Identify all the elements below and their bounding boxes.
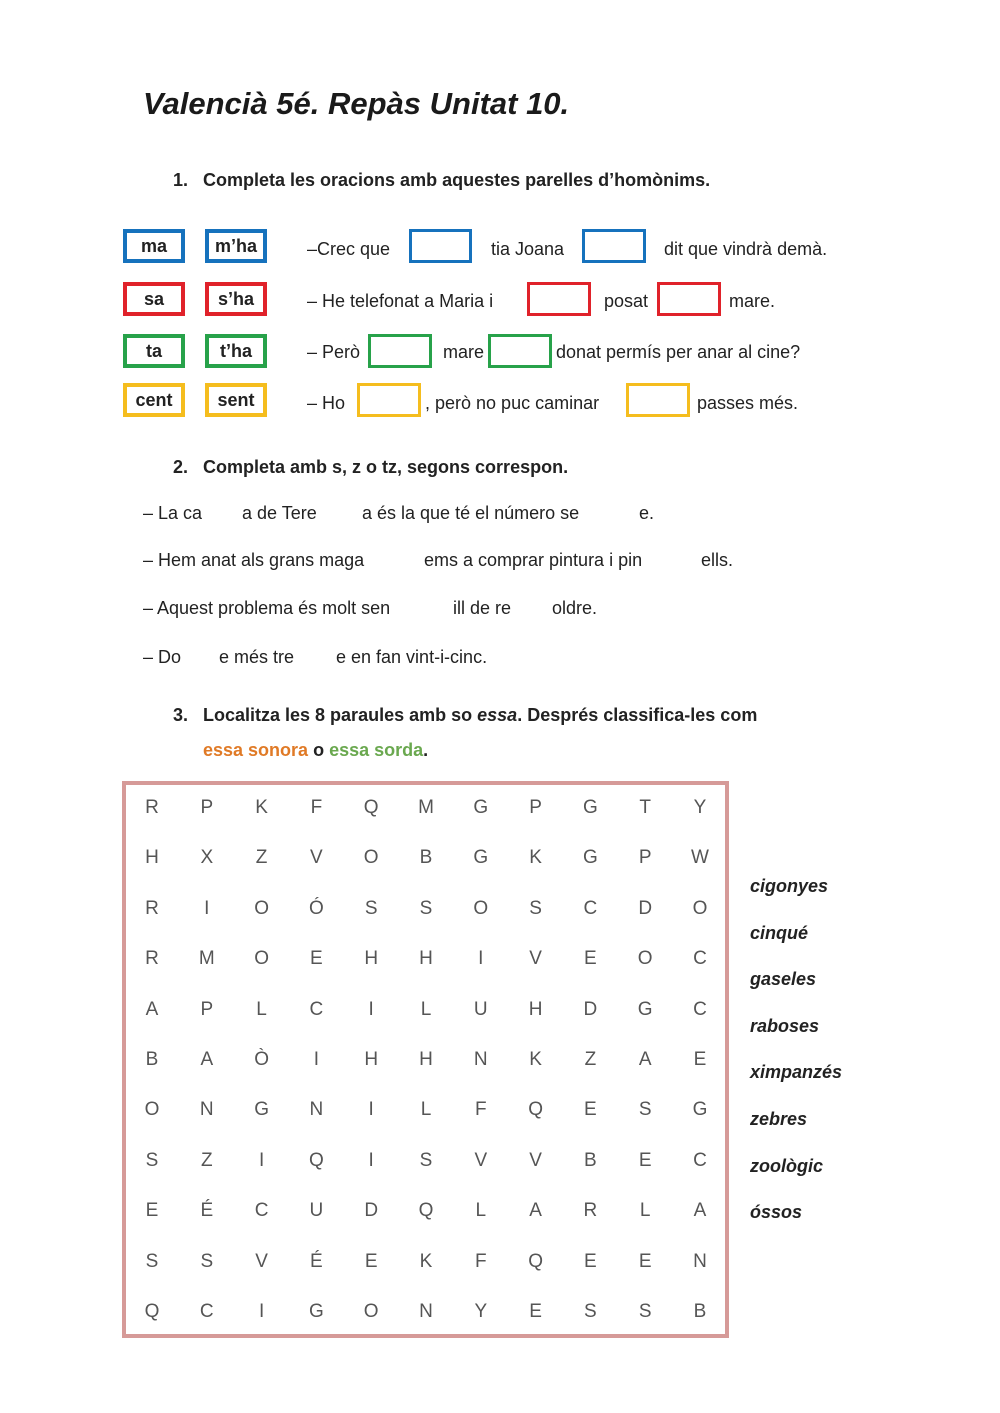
exercise-3-heading-b: . Després classifica-les com — [517, 705, 758, 725]
grid-cell-r5-c9[interactable]: D — [583, 998, 598, 1020]
grid-cell-r2-c3[interactable]: Z — [255, 847, 268, 869]
sentence-4-part-2: , però no puc caminar — [425, 393, 600, 413]
grid-cell-r2-c10[interactable]: P — [638, 847, 652, 869]
answer-blank-2b[interactable] — [657, 282, 721, 316]
ex2-line-2-part-2: ems a comprar pintura i pin — [424, 550, 643, 570]
grid-cell-r8-c8[interactable]: V — [529, 1149, 542, 1171]
sentence-4-part-3: passes més. — [697, 393, 799, 413]
grid-cell-r2-c8[interactable]: K — [529, 847, 542, 869]
sentence-1-part-1: –Crec que — [307, 239, 391, 259]
grid-cell-r10-c3[interactable]: V — [255, 1250, 268, 1272]
grid-cell-r4-c4[interactable]: E — [310, 948, 323, 970]
grid-cell-r3-c1[interactable]: R — [145, 897, 159, 919]
grid-cell-r1-c3[interactable]: K — [255, 797, 268, 818]
grid-cell-r8-c9[interactable]: B — [584, 1149, 597, 1171]
exercise-2-number: 2. — [173, 457, 189, 477]
grid-cell-r10-c11[interactable]: N — [693, 1250, 707, 1272]
grid-cell-r1-c10[interactable]: T — [639, 797, 651, 818]
grid-cell-r3-c8[interactable]: S — [529, 897, 542, 919]
grid-cell-r7-c1[interactable]: O — [144, 1099, 160, 1121]
grid-cell-r5-c11[interactable]: C — [693, 998, 707, 1020]
grid-cell-r11-c4[interactable]: G — [309, 1301, 324, 1322]
grid-cell-r6-c1[interactable]: B — [145, 1049, 159, 1070]
grid-cell-r10-c2[interactable]: S — [200, 1250, 214, 1272]
grid-cell-r3-c3[interactable]: O — [254, 897, 269, 919]
ex2-line-2-part-3: ells. — [701, 550, 734, 570]
grid-cell-r9-c4[interactable]: U — [309, 1200, 324, 1222]
grid-cell-r9-c6[interactable]: Q — [418, 1200, 434, 1222]
sentence-2-part-1: – He telefonat a Maria i — [307, 291, 494, 311]
grid-cell-r3-c5[interactable]: S — [364, 897, 378, 919]
grid-cell-r6-c4[interactable]: I — [313, 1049, 320, 1070]
grid-cell-r4-c10[interactable]: O — [637, 948, 653, 970]
category-period: . — [423, 740, 429, 760]
grid-cell-r11-c9[interactable]: S — [584, 1301, 597, 1322]
grid-cell-r3-c10[interactable]: D — [638, 897, 653, 919]
word-box-ma[interactable]: ma — [123, 229, 185, 263]
exercise-3-heading-a: Localitza les 8 paraules amb so — [203, 705, 473, 725]
grid-cell-r3-c11[interactable]: O — [692, 897, 708, 919]
grid-cell-r5-c10[interactable]: G — [637, 998, 653, 1020]
grid-cell-r9-c8[interactable]: A — [529, 1200, 542, 1222]
grid-cell-r1-c7[interactable]: G — [473, 797, 489, 818]
word-list-item: ximpanzés — [750, 1062, 843, 1083]
grid-cell-r1-c6[interactable]: M — [418, 797, 434, 818]
word-list-item: gaseles — [750, 969, 817, 990]
exercise-2-heading: Completa amb s, z o tz, segons correspon. — [203, 457, 569, 477]
word-box-sent[interactable]: sent — [205, 383, 267, 417]
grid-cell-r10-c4[interactable]: É — [310, 1250, 323, 1272]
word-list-item: cigonyes — [750, 876, 829, 896]
grid-cell-r5-c1[interactable]: A — [145, 998, 159, 1020]
grid-cell-r9-c7[interactable]: L — [475, 1200, 487, 1222]
grid-cell-r2-c6[interactable]: B — [419, 847, 433, 869]
grid-cell-r5-c4[interactable]: C — [309, 998, 324, 1020]
category-conjunction: o — [313, 740, 325, 760]
grid-cell-r4-c7[interactable]: I — [478, 948, 484, 970]
grid-cell-r2-c9[interactable]: G — [583, 847, 598, 869]
word-list-item: zoològic — [750, 1155, 823, 1176]
grid-cell-r1-c2[interactable]: P — [200, 797, 214, 818]
grid-cell-r9-c1[interactable]: E — [145, 1200, 159, 1222]
answer-blank-1a[interactable] — [409, 229, 472, 263]
ex2-line-4-part-1: – Do — [143, 647, 182, 667]
answer-blank-2a[interactable] — [527, 282, 591, 316]
grid-cell-r7-c3[interactable]: G — [254, 1099, 269, 1121]
word-list-item: cinqué — [750, 922, 809, 943]
grid-cell-r2-c1[interactable]: H — [145, 847, 159, 869]
grid-cell-r11-c2[interactable]: C — [199, 1301, 214, 1322]
grid-cell-r5-c2[interactable]: P — [200, 998, 214, 1020]
exercise-1-number: 1. — [173, 170, 189, 190]
grid-cell-r10-c7[interactable]: F — [474, 1250, 487, 1272]
grid-cell-r1-c8[interactable]: P — [529, 797, 542, 818]
ex2-line-1-part-1: – La ca — [143, 503, 203, 523]
sentence-3-part-3: donat permís per anar al cine? — [556, 342, 801, 362]
word-list-item: raboses — [750, 1015, 820, 1036]
grid-cell-r10-c10[interactable]: E — [638, 1250, 652, 1272]
grid-cell-r9-c3[interactable]: C — [254, 1200, 269, 1222]
grid-cell-r7-c9[interactable]: E — [584, 1099, 597, 1121]
page-title: Valencià 5é. Repàs Unitat 10. — [143, 86, 570, 121]
sentence-3-part-1: – Però — [307, 342, 361, 362]
grid-cell-r2-c7[interactable]: G — [473, 847, 489, 869]
sentence-2-part-3: mare. — [729, 291, 776, 311]
grid-cell-r3-c6[interactable]: S — [419, 897, 433, 919]
grid-cell-r9-c2[interactable]: É — [200, 1200, 214, 1222]
grid-cell-r11-c6[interactable]: N — [419, 1301, 433, 1322]
exercise-3-categories — [203, 740, 428, 761]
grid-cell-r6-c2[interactable]: A — [200, 1049, 214, 1070]
answer-blank-3a[interactable] — [368, 334, 432, 368]
word-box-cent[interactable]: cent — [123, 383, 185, 417]
word-search-grid[interactable] — [122, 781, 729, 1338]
category-essa-sorda: essa sorda — [329, 740, 424, 760]
word-box-t-ha[interactable]: t’ha — [205, 334, 267, 368]
grid-cell-r11-c3[interactable]: I — [258, 1301, 265, 1322]
grid-cell-r10-c9[interactable]: E — [584, 1250, 597, 1272]
grid-cell-r5-c8[interactable]: H — [528, 998, 543, 1020]
grid-cell-r7-c11[interactable]: G — [692, 1099, 708, 1121]
grid-cell-r8-c4[interactable]: Q — [309, 1149, 324, 1171]
grid-cell-r9-c9[interactable]: R — [583, 1200, 598, 1222]
grid-cell-r8-c3[interactable]: I — [258, 1149, 265, 1171]
sentence-4-part-1: – Ho — [307, 393, 346, 413]
answer-blank-1b[interactable] — [582, 229, 646, 263]
grid-cell-r11-c10[interactable]: S — [638, 1301, 652, 1322]
grid-cell-r7-c5[interactable]: I — [368, 1099, 374, 1121]
exercise-1-heading: Completa les oracions amb aquestes parelles d’homònims. — [203, 170, 711, 190]
grid-cell-r7-c7[interactable]: F — [474, 1099, 487, 1121]
grid-cell-r6-c3[interactable]: Ò — [254, 1049, 269, 1070]
grid-cell-r4-c2[interactable]: M — [198, 948, 215, 970]
grid-cell-r2-c5[interactable]: O — [363, 847, 379, 869]
answer-blank-4b[interactable] — [626, 383, 690, 417]
answer-blank-3b[interactable] — [488, 334, 552, 368]
word-list-item: óssos — [750, 1202, 803, 1223]
grid-cell-r7-c4[interactable]: N — [309, 1099, 324, 1121]
sentence-1-part-3: dit que vindrà demà. — [664, 239, 828, 259]
grid-cell-r4-c6[interactable]: H — [419, 948, 433, 970]
exercise-3-heading-em: essa — [477, 705, 518, 725]
grid-cell-r4-c11[interactable]: C — [693, 948, 707, 970]
exercise-3-number: 3. — [173, 705, 189, 725]
grid-cell-r11-c8[interactable]: E — [529, 1301, 542, 1322]
grid-cell-r8-c7[interactable]: V — [474, 1149, 488, 1171]
grid-cell-r8-c6[interactable]: S — [419, 1149, 433, 1171]
grid-cell-r2-c11[interactable]: W — [691, 847, 709, 869]
word-box-s-ha[interactable]: s’ha — [205, 282, 267, 316]
grid-cell-r11-c11[interactable]: B — [693, 1301, 707, 1322]
ex2-line-3-part-3: oldre. — [552, 598, 598, 618]
grid-cell-r8-c11[interactable]: C — [693, 1149, 707, 1171]
grid-cell-r8-c10[interactable]: E — [638, 1149, 652, 1171]
grid-cell-r2-c2[interactable]: X — [200, 847, 214, 869]
grid-cell-r3-c2[interactable]: I — [204, 897, 210, 919]
grid-cell-r7-c6[interactable]: L — [420, 1099, 432, 1121]
grid-cell-r8-c2[interactable]: Z — [200, 1149, 213, 1171]
grid-cell-r1-c4[interactable]: F — [310, 797, 323, 818]
grid-cell-r4-c9[interactable]: E — [584, 948, 597, 970]
ex2-line-1-part-2: a de Tere — [242, 503, 317, 523]
word-box-ta[interactable]: ta — [123, 334, 185, 368]
ex2-line-3-part-1: – Aquest problema és molt sen — [143, 598, 391, 618]
grid-cell-r6-c9[interactable]: Z — [584, 1049, 597, 1070]
grid-cell-r10-c5[interactable]: E — [364, 1250, 378, 1272]
word-box-m-ha[interactable]: m’ha — [205, 229, 267, 263]
answer-blank-4a[interactable] — [357, 383, 421, 417]
grid-cell-r5-c6[interactable]: L — [420, 998, 432, 1020]
grid-cell-r6-c10[interactable]: A — [638, 1049, 652, 1070]
exercise-3-heading — [203, 705, 757, 726]
sentence-3-part-2: mare — [443, 342, 485, 362]
grid-cell-r5-c7[interactable]: U — [473, 998, 488, 1020]
category-essa-sonora: essa sonora — [203, 740, 309, 760]
grid-cell-r3-c9[interactable]: C — [583, 897, 598, 919]
grid-cell-r1-c9[interactable]: G — [583, 797, 598, 818]
grid-cell-r9-c11[interactable]: A — [693, 1200, 707, 1222]
grid-cell-r1-c11[interactable]: Y — [693, 797, 707, 818]
grid-cell-r5-c5[interactable]: I — [368, 998, 374, 1020]
grid-cell-r10-c6[interactable]: K — [419, 1250, 433, 1272]
grid-cell-r10-c1[interactable]: S — [145, 1250, 159, 1272]
grid-cell-r11-c7[interactable]: Y — [474, 1301, 488, 1322]
grid-cell-r2-c4[interactable]: V — [310, 847, 323, 869]
grid-cell-r4-c3[interactable]: O — [254, 948, 269, 970]
ex2-line-2-part-1: – Hem anat als grans maga — [143, 550, 365, 570]
grid-cell-r9-c5[interactable]: D — [364, 1200, 379, 1222]
ex2-line-4-part-3: e en fan vint-i-cinc. — [336, 647, 488, 667]
grid-cell-r8-c1[interactable]: S — [145, 1149, 159, 1171]
grid-cell-r9-c10[interactable]: L — [639, 1200, 651, 1222]
grid-cell-r4-c5[interactable]: H — [364, 948, 379, 970]
word-box-sa[interactable]: sa — [123, 282, 185, 316]
grid-cell-r3-c4[interactable]: Ó — [309, 897, 324, 919]
sentence-2-part-2: posat — [604, 291, 649, 311]
grid-cell-r11-c1[interactable]: Q — [144, 1301, 160, 1322]
ex2-line-4-part-2: e més tre — [219, 647, 295, 667]
grid-cell-r4-c1[interactable]: R — [145, 948, 159, 970]
ex2-line-3-part-2: ill de re — [453, 598, 512, 618]
grid-cell-r1-c1[interactable]: R — [145, 797, 159, 818]
ex2-line-1-part-4: e. — [639, 503, 655, 523]
word-list-item: zebres — [750, 1109, 808, 1129]
grid-cell-r6-c11[interactable]: E — [693, 1049, 707, 1070]
grid-cell-r6-c5[interactable]: H — [364, 1049, 379, 1070]
grid-cell-r11-c5[interactable]: O — [363, 1301, 379, 1322]
grid-cell-r10-c8[interactable]: Q — [528, 1250, 543, 1272]
grid-cell-r6-c8[interactable]: K — [529, 1049, 542, 1070]
grid-cell-r6-c6[interactable]: H — [419, 1049, 433, 1070]
grid-cell-r5-c3[interactable]: L — [256, 998, 267, 1020]
grid-cell-r1-c5[interactable]: Q — [363, 797, 379, 818]
grid-cell-r7-c2[interactable]: N — [199, 1099, 214, 1121]
grid-cell-r6-c7[interactable]: N — [473, 1049, 488, 1070]
ex2-line-1-part-3: a és la que té el número se — [362, 503, 580, 523]
grid-cell-r4-c8[interactable]: V — [529, 948, 542, 970]
grid-cell-r8-c5[interactable]: I — [368, 1149, 374, 1171]
grid-cell-r7-c10[interactable]: S — [638, 1099, 652, 1121]
grid-cell-r3-c7[interactable]: O — [473, 897, 489, 919]
sentence-1-part-2: tia Joana — [491, 239, 565, 259]
grid-cell-r7-c8[interactable]: Q — [528, 1099, 543, 1121]
